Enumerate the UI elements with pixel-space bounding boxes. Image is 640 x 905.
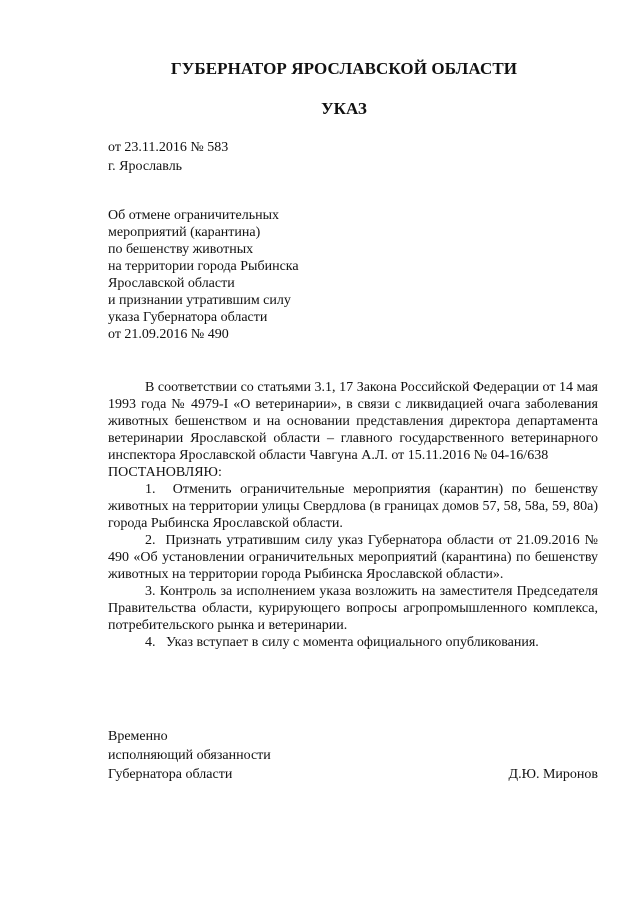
- document-type: УКАЗ: [321, 99, 367, 118]
- date-number: от 23.11.2016 № 583: [108, 140, 229, 155]
- document-subject: [108, 207, 408, 343]
- document-body: [108, 379, 598, 651]
- signer-row: [108, 765, 598, 784]
- decree-item-4: 4. Указ вступает в силу с момента официального опубликования.: [145, 635, 539, 650]
- signature-block: [108, 727, 598, 784]
- document-meta: [108, 138, 228, 176]
- signer-title-line: Губернатора области: [108, 767, 233, 782]
- decree-item-1: 1. Отменить ограничительные мероприятия (карантин) по бешенству животных на территории улицы Свердлова (в границах домов 57, 58, 58а, 59, 80а) города Рыбинска Ярославской области.: [108, 482, 598, 531]
- subject-line: на территории города Рыбинска: [108, 259, 299, 274]
- subject-line: от 21.09.2016 № 490: [108, 327, 229, 342]
- decree-word: ПОСТАНОВЛЯЮ:: [108, 465, 222, 480]
- signer-title-line: исполняющий обязанности: [108, 748, 271, 763]
- subject-line: мероприятий (карантина): [108, 225, 261, 240]
- subject-line: Ярославской области: [108, 276, 235, 291]
- signer-name: Д.Ю. Миронов: [508, 767, 598, 782]
- decree-item-2: 2. Признать утратившим силу указ Губернатора области от 21.09.2016 № 490 «Об установлении ограничительных мероприятий (карантина) по бешенству животных на территории города Рыбинска Ярославской области».: [108, 533, 598, 582]
- subject-line: по бешенству животных: [108, 242, 254, 257]
- preamble-paragraph: В соответствии со статьями 3.1, 17 Закона Российской Федерации от 14 мая 1993 года № 4979-I «О ветеринарии», в связи с ликвидацией очага заболевания животных бешенством и на основании представления директора департамента ветеринарии Ярославской области – главного государственного ветеринарного инспектора Ярославской области Чавгуна А.Л. от 15.11.2016 № 04-16/638: [108, 380, 598, 463]
- subject-line: указа Губернатора области: [108, 310, 268, 325]
- subject-line: и признании утратившим силу: [108, 293, 291, 308]
- issuing-authority: ГУБЕРНАТОР ЯРОСЛАВСКОЙ ОБЛАСТИ: [170, 59, 518, 78]
- signer-title-line: Временно: [108, 729, 168, 744]
- city: г. Ярославль: [108, 159, 183, 174]
- decree-item-3: 3. Контроль за исполнением указа возложить на заместителя Председателя Правительства области, курирующего вопросы агропромышленного комплекса, потребительского рынка и ветеринарии.: [108, 584, 598, 633]
- subject-line: Об отмене ограничительных: [108, 208, 280, 223]
